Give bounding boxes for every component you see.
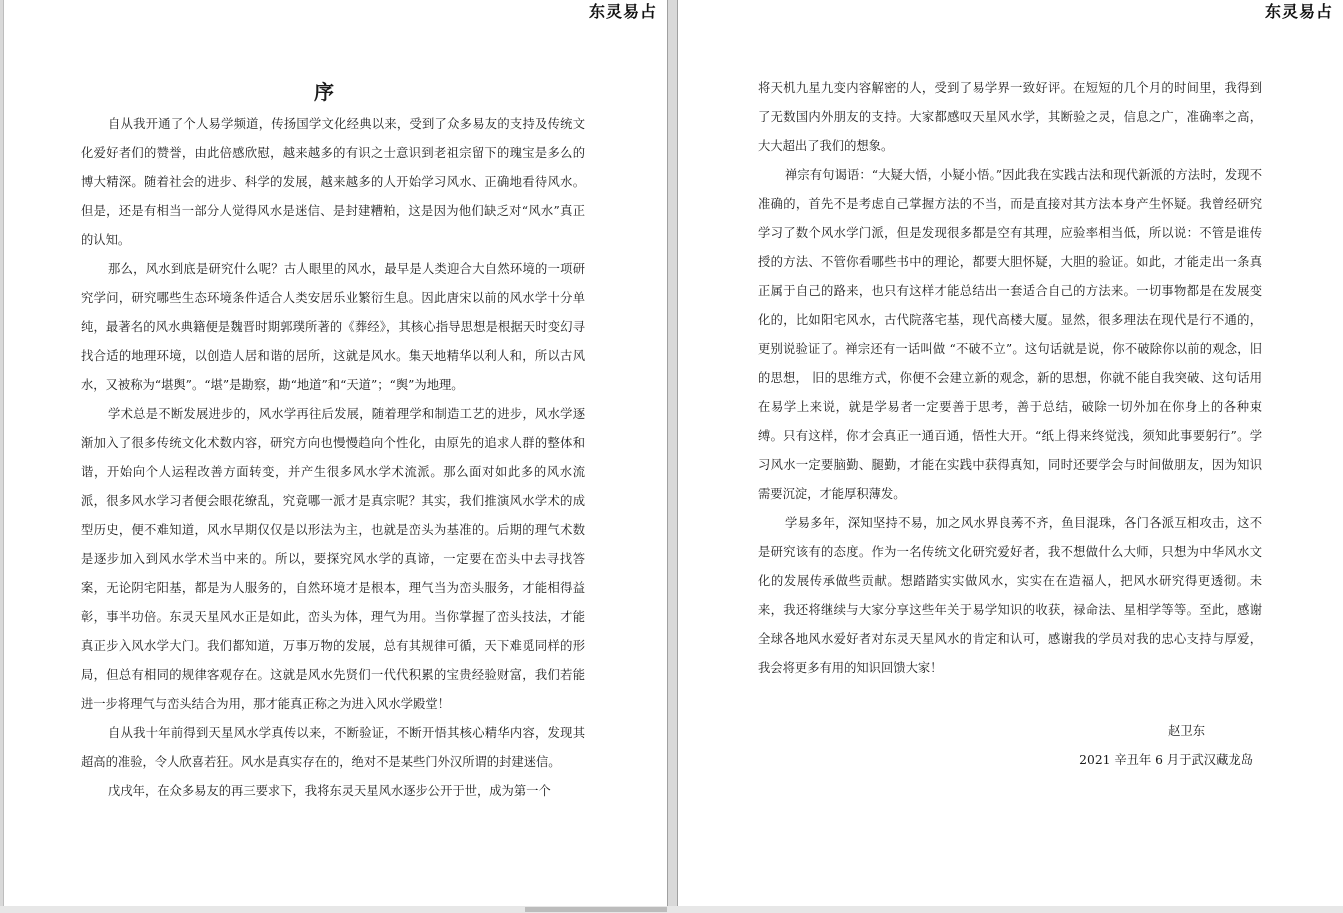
preface-body [81,110,585,806]
paragraph: 禅宗有句谒语：“大疑大悟，小疑小悟。”因此我在实践古法和现代新派的方法时，发现不准确的，首先不是考虑自己掌握方法的不当，而是直接对其方法本身产生怀疑。我曾经研究学习了数个风水学门派，但是发现很多都是空有其理，应验率相当低，所以说：不管是谁传授的方法、不管你看哪些书中的理论，都要大胆怀疑，大胆的验证。如此，才能走出一条真正属于自己的路来，也只有这样才能总结出一套适合自己的方法来。一切事物都是在发展变化的，比如阳宅风水，古代院落宅基，现代高楼大厦。显然，很多理法在现代是行不通的，更别说验证了。禅宗还有一话叫做 “不破不立”。这句话就是说，你不破除你以前的观念，旧的思想， 旧的思维方式，你便不会建立新的观念，新的思想，你就不能自我突破、这句话用在易学上来说，就是学易者一定要善于思考，善于总结，破除一切外加在你身上的各种束缚。只有这样，你才会真正一通百通，悟性大开。“纸上得来终觉浅，须知此事要躬行”。学习风水一定要脑勤、腿勤，才能在实践中获得真知，同时还要学会与时间做朋友，因为知识需要沉淀，才能厚积薄发。 [758,168,1262,501]
preface-body-continued [758,74,1262,683]
author-signature: 赵卫东 [1168,724,1205,738]
paragraph: 自从我十年前得到天星风水学真传以来，不断验证，不断开悟其核心精华内容，发现其超高的准验，令人欣喜若狂。风水是真实存在的，绝对不是某些门外汉所谓的封建迷信。 [81,726,585,769]
paragraph: 戊戌年，在众多易友的再三要求下，我将东灵天星风水逐步公开于世，成为第一个 [108,784,551,798]
paragraph: 学术总是不断发展进步的，风水学再往后发展，随着理学和制造工艺的进步，风水学逐渐加入了很多传统文化术数内容，研究方向也慢慢趋向个性化，由原先的追求人群的整体和谐，开始向个人运程改善方面转变，并产生很多风水学术流派。那么面对如此多的风水流派，很多风水学习者便会眼花缭乱，究竟哪一派才是真宗呢？其实，我们推演风水学术的成型历史，便不难知道，风水早期仅仅是以形法为主，也就是峦头为基准的。后期的理气术数是逐步加入到风水学术当中来的。所以，要探究风水学的真谛，一定要在峦头中去寻找答案，无论阴宅阳基，都是为人服务的，自然环境才是根本，理气当为峦头服务，才能相得益彰，事半功倍。东灵天星风水正是如此，峦头为体，理气为用。当你掌握了峦头技法，才能真正步入风水学大门。我们都知道，万事万物的发展，总有其规律可循，天下难觅同样的形局，但总有相同的规律客观存在。这就是风水先贤们一代代积累的宝贵经验财富，我们若能进一步将理气与峦头结合为用，那才能真正称之为进入风水学殿堂！ [81,407,585,711]
paragraph: 学易多年，深知坚持不易，加之风水界良莠不齐，鱼目混珠，各门各派互相攻击，这不是研究该有的态度。作为一名传统文化研究爱好者，我不想做什么大师，只想为中华风水文化的发展传承做些贡献。想踏踏实实做风水，实实在在造福人，把风水研究得更透彻。未来，我还将继续与大家分享这些年关于易学知识的收获，禄命法、星相学等等。至此，感谢全球各地风水爱好者对东灵天星风水的肯定和认可，感谢我的学员对我的忠心支持与厚爱，我会将更多有用的知识回馈大家！ [758,516,1262,675]
horizontal-scrollbar[interactable] [0,906,1343,913]
signature-date: 2021 辛丑年 6 月于武汉藏龙岛 [1079,753,1253,767]
paragraph: 将天机九星九变内容解密的人，受到了易学界一致好评。在短短的几个月的时间里，我得到了无数国内外朋友的支持。大家都感叹天星风水学，其断验之灵，信息之广，准确率之高，大大超出了我们的想象。 [758,81,1262,153]
scrollbar-thumb[interactable] [525,907,667,912]
page-header: 东灵易占 [588,2,657,21]
page-header: 东灵易占 [1264,2,1333,21]
paragraph: 自从我开通了个人易学频道，传扬国学文化经典以来，受到了众多易友的支持及传统文化爱好者们的赞誉，由此倍感欣慰，越来越多的有识之士意识到老祖宗留下的瑰宝是多么的博大精深。随着社会的进步、科学的发展，越来越多的人开始学习风水、正确地看待风水。但是，还是有相当一部分人觉得风水是迷信、是封建糟粕，这是因为他们缺乏对“风水”真正的认知。 [81,117,585,247]
document-page-left [3,0,668,910]
preface-title: 序 [314,80,334,104]
document-page-right [677,0,1343,910]
paragraph: 那么，风水到底是研究什么呢？古人眼里的风水，最早是人类迎合大自然环境的一项研究学问，研究哪些生态环境条件适合人类安居乐业繁衍生息。因此唐宋以前的风水学十分单纯，最著名的风水典籍便是魏晋时期郭璞所著的《葬经》，其核心指导思想是根据天时变幻寻找合适的地理环境，以创造人居和谐的居所，这就是风水。集天地精华以利人和，所以古风水，又被称为“堪舆”。“堪”是勘察，勘“地道”和“天道”；“舆”为地理。 [81,262,585,392]
